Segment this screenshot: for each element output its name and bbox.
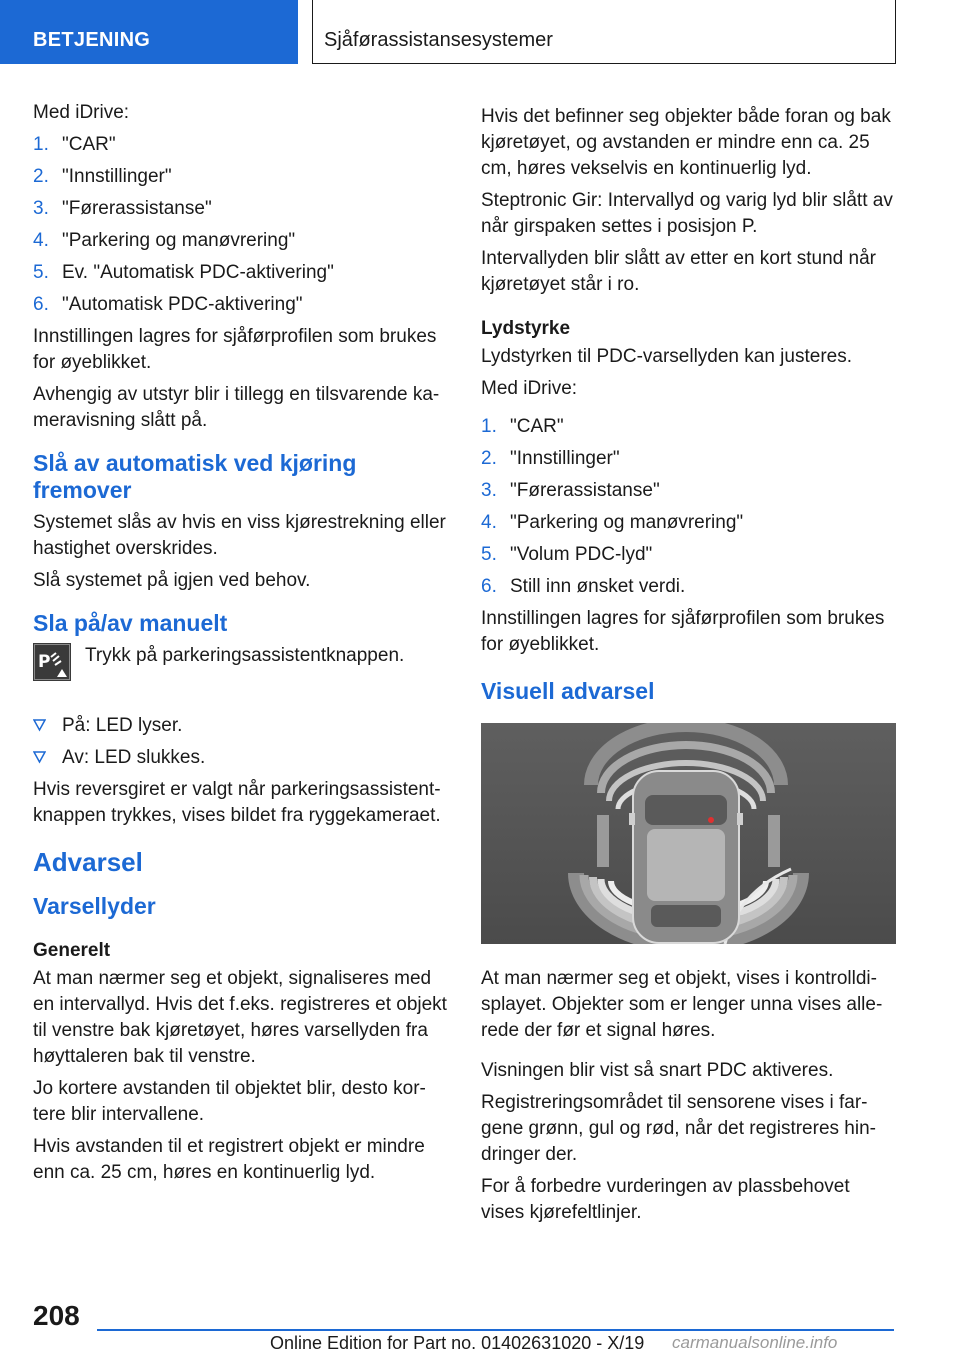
list-item: 4. "Parkering og manøvrering" xyxy=(481,512,744,533)
heading-visual: Visuell advarsel xyxy=(481,678,655,704)
paragraph: At man nærmer seg et objekt, vises i kontrolldi-splayet. Objekter som er lenger unna vises alle-rede der før et signal høres. xyxy=(481,968,883,1041)
paragraph: Lydstyrken til PDC-varsellyden kan justeres. xyxy=(481,346,852,367)
svg-text:P: P xyxy=(38,652,51,672)
button-instruction xyxy=(33,643,448,695)
paragraph: Hvis det befinner seg objekter både foran og bak kjøretøyet, og avstanden er mindre enn ca. 25 cm, høres vekselvis en kontinuerlig lyd. xyxy=(481,106,891,179)
list-item: 4. "Parkering og manøvrering" xyxy=(33,230,296,251)
list-item: 5. Ev. "Automatisk PDC-aktivering" xyxy=(33,262,334,283)
paragraph: At man nærmer seg et objekt, signaliseres med en intervallyd. Hvis det f.eks. registreres et objekt til venstre bak kjøretøyet, høres varsellyden fra høyttaleren bak til venstre. xyxy=(33,968,447,1067)
steps-list-1 xyxy=(33,132,448,318)
heading-auto-off: Slå av automatisk ved kjøring fremover xyxy=(33,450,357,503)
list-item: Av: LED slukkes. xyxy=(33,745,448,771)
paragraph: Hvis avstanden til et registrert objekt er mindre enn ca. 25 cm, høres en kontinuerlig lyd. xyxy=(33,1136,425,1183)
list-item: 2. "Innstillinger" xyxy=(481,448,620,469)
list-item: 1. "CAR" xyxy=(481,416,564,437)
page-number: 208 xyxy=(33,1300,80,1331)
paragraph: For å forbedre vurderingen av plassbehovet vises kjørefeltlinjer. xyxy=(481,1176,850,1223)
right-column xyxy=(481,104,896,1232)
list-item: På: LED lyser. xyxy=(33,713,448,739)
watermark: carmanualsonline.info xyxy=(672,1333,838,1352)
heading-sound: Varsellyder xyxy=(33,893,156,919)
paragraph: Innstillingen lagres for sjåførprofilen som brukes for øyeblikket. xyxy=(481,608,885,655)
triangle-bullet-icon xyxy=(33,719,46,732)
chapter-box xyxy=(312,0,896,64)
paragraph: Hvis reversgiret er valgt når parkeringsassistent-knappen trykkes, vises bildet fra ryggekameraet. xyxy=(33,779,441,826)
paragraph: Innstillingen lagres for sjåførprofilen som brukes for øyeblikket. xyxy=(33,326,437,373)
steps-list-2 xyxy=(481,414,896,600)
heading-warning: Advarsel xyxy=(33,847,143,877)
paragraph: Steptronic Gir: Intervallyd og varig lyd blir slått av når girspaken settes i posisjon P. xyxy=(481,190,893,237)
parking-assist-icon xyxy=(33,643,71,681)
paragraph: Intervallyden blir slått av etter en kort stund når kjøretøyet står i ro. xyxy=(481,248,876,295)
bullet-list xyxy=(33,713,448,771)
press-instruction: Trykk på parkeringsassistentknappen. xyxy=(85,645,405,666)
left-column xyxy=(33,100,448,1192)
idrive-intro: Med iDrive: xyxy=(481,378,578,399)
list-item: 3. "Førerassistanse" xyxy=(481,480,660,501)
list-item: 1. "CAR" xyxy=(33,134,116,155)
list-item: 6. Still inn ønsket verdi. xyxy=(481,576,686,597)
heading-volume: Lydstyrke xyxy=(481,318,571,339)
heading-general: Generelt xyxy=(33,940,111,961)
section-title: BETJENING xyxy=(33,29,151,51)
triangle-bullet-icon xyxy=(33,751,46,764)
idrive-intro: Med iDrive: xyxy=(33,102,130,123)
paragraph: Avhengig av utstyr blir i tillegg en tilsvarende ka-meravisning slått på. xyxy=(33,384,440,431)
list-item: 5. "Volum PDC-lyd" xyxy=(481,544,653,565)
list-item: 6. "Automatisk PDC-aktivering" xyxy=(33,294,303,315)
footer-divider xyxy=(97,1329,894,1331)
paragraph: Visningen blir vist så snart PDC aktiveres. xyxy=(481,1060,834,1081)
list-item: 2. "Innstillinger" xyxy=(33,166,172,187)
paragraph: Slå systemet på igjen ved behov. xyxy=(33,570,311,591)
paragraph: Jo kortere avstanden til objektet blir, desto kor-tere blir intervallene. xyxy=(33,1078,426,1125)
paragraph: Registreringsområdet til sensorene vises i far-gene grønn, gul og rød, når det registreres hin-dringer der. xyxy=(481,1092,876,1165)
edition-note: Online Edition for Part no. 01402631020 - X/19 xyxy=(270,1333,645,1353)
list-item: 3. "Førerassistanse" xyxy=(33,198,212,219)
section-tab xyxy=(0,0,298,64)
pdc-display-illustration xyxy=(481,723,896,944)
chapter-title: Sjåførassistansesystemer xyxy=(324,29,553,51)
paragraph: Systemet slås av hvis en viss kjørestrekning eller hastighet overskrides. xyxy=(33,512,446,559)
heading-manual: Sla på/av manuelt xyxy=(33,610,228,636)
